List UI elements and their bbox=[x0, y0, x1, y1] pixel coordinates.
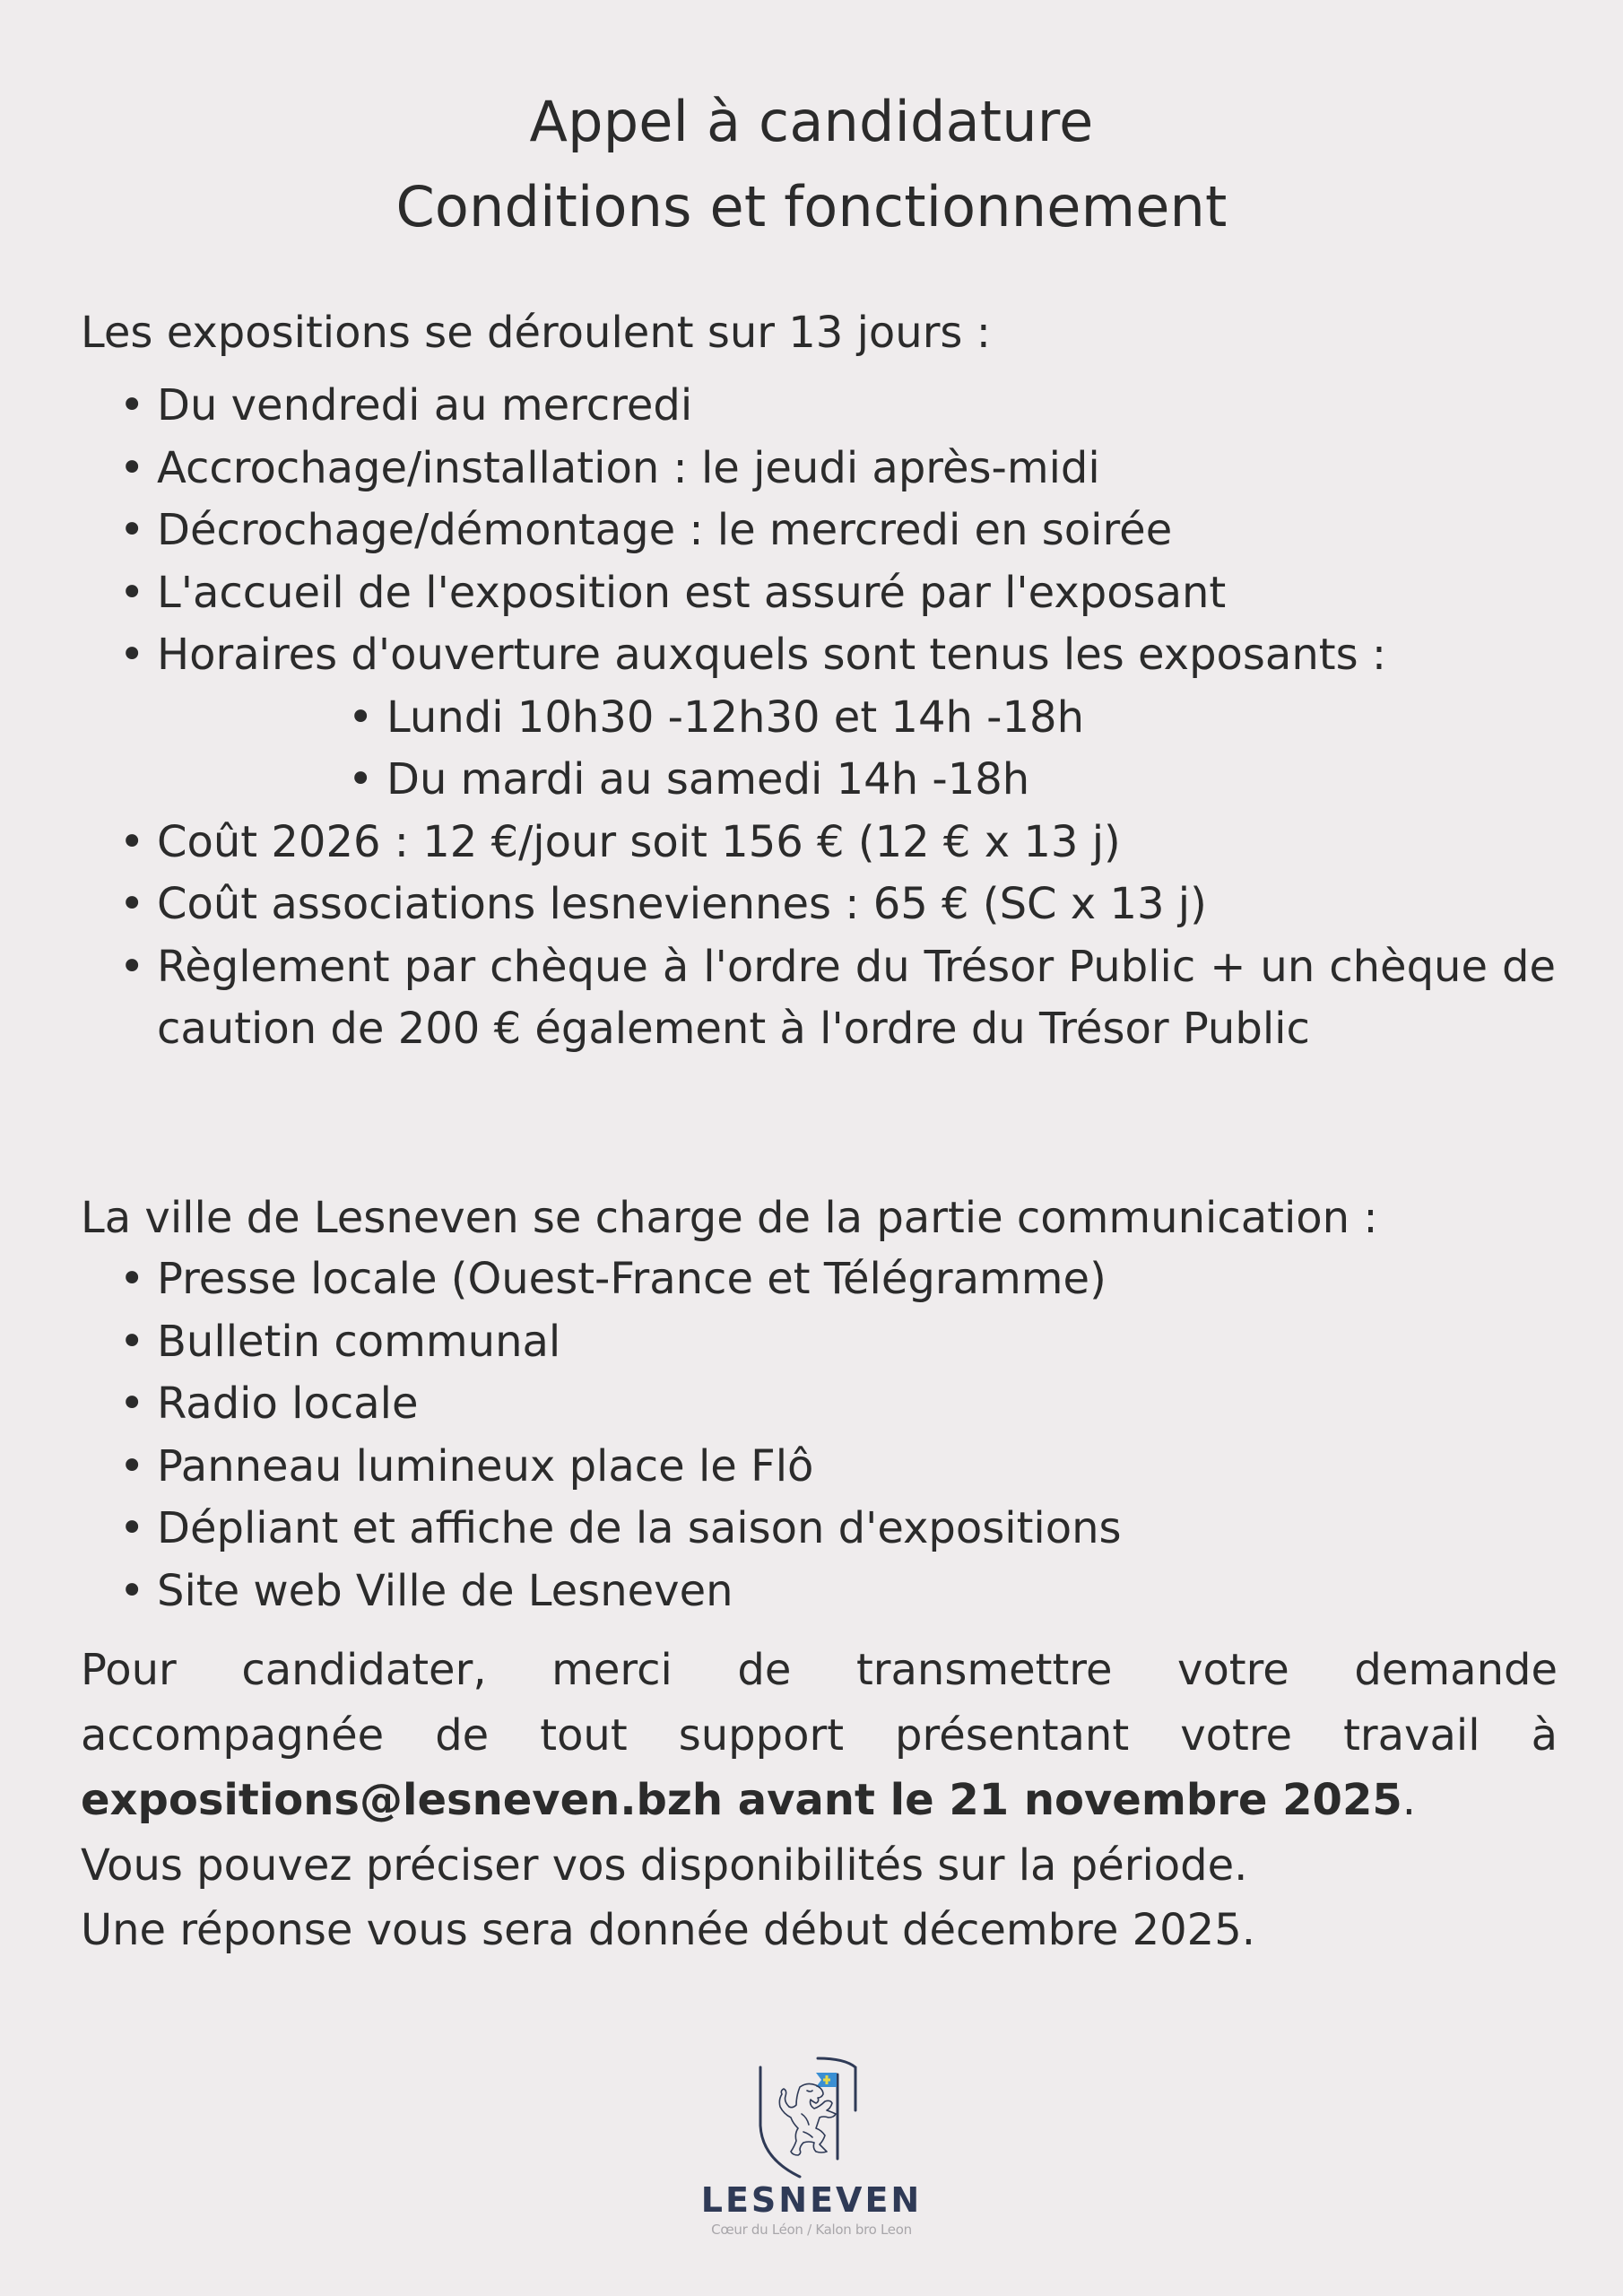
response-note: Une réponse vous sera donnée début décembre 2025. bbox=[81, 1905, 1256, 1955]
exhibition-duration-intro: Les expositions se déroulent sur 13 jours : bbox=[81, 308, 991, 358]
bullet-icon: • bbox=[119, 380, 145, 430]
sub-list-item bbox=[81, 687, 1556, 750]
list-item-text: Coût 2026 : 12 €/jour soit 156 € (12 € x 13 j) bbox=[157, 816, 1121, 867]
list-item bbox=[81, 1311, 1556, 1374]
application-email-link[interactable]: expositions@lesneven.bzh bbox=[81, 1775, 724, 1825]
list-item bbox=[81, 1373, 1556, 1436]
list-item bbox=[81, 1561, 1556, 1623]
application-instructions bbox=[81, 1638, 1558, 1833]
list-item bbox=[81, 1436, 1556, 1499]
list-item-text: Bulletin communal bbox=[157, 1316, 561, 1367]
exhibition-conditions-list bbox=[81, 375, 1556, 1061]
page-title bbox=[0, 79, 1623, 249]
sub-list-item-text: Du mardi au samedi 14h -18h bbox=[386, 754, 1030, 804]
list-item-text: Coût associations lesneviennes : 65 € (SC x 13 j) bbox=[157, 879, 1207, 929]
sub-list-item bbox=[81, 749, 1556, 812]
bullet-icon: • bbox=[119, 505, 145, 555]
bullet-icon: • bbox=[119, 567, 145, 618]
bullet-icon: • bbox=[119, 442, 145, 493]
list-item-text: Du vendredi au mercredi bbox=[157, 380, 693, 430]
logo-wordmark: LESNEVEN bbox=[700, 2180, 923, 2220]
list-item-text: Décrochage/démontage : le mercredi en soirée bbox=[157, 505, 1173, 555]
bullet-icon: • bbox=[119, 816, 145, 867]
list-item-text: Règlement par chèque à l'ordre du Trésor Public + un chèque de caution de 200 € également à l'ordre du Trésor Public bbox=[157, 941, 1556, 1054]
bullet-icon: • bbox=[119, 879, 145, 929]
communication-intro: La ville de Lesneven se charge de la partie communication : bbox=[81, 1193, 1378, 1243]
title-line-1: Appel à candidature bbox=[529, 89, 1094, 154]
list-item bbox=[81, 1498, 1556, 1561]
list-item bbox=[81, 624, 1556, 687]
bullet-icon: • bbox=[119, 941, 145, 992]
list-item bbox=[81, 812, 1556, 874]
bullet-icon: • bbox=[119, 630, 145, 680]
list-item bbox=[81, 562, 1556, 625]
bullet-icon: • bbox=[119, 1254, 145, 1304]
list-item bbox=[81, 375, 1556, 438]
bullet-icon: • bbox=[119, 1503, 145, 1553]
list-item-text: Dépliant et affiche de la saison d'expositions bbox=[157, 1503, 1122, 1553]
list-item-text: L'accueil de l'exposition est assuré par l'exposant bbox=[157, 567, 1227, 618]
list-item-text: Site web Ville de Lesneven bbox=[157, 1565, 733, 1616]
application-deadline: avant le 21 novembre 2025 bbox=[723, 1775, 1402, 1825]
list-item bbox=[81, 500, 1556, 562]
lesneven-logo bbox=[699, 2049, 924, 2247]
lesneven-lion-crest-icon bbox=[744, 2049, 879, 2179]
list-item-text: Radio locale bbox=[157, 1378, 419, 1429]
bullet-icon: • bbox=[119, 1378, 145, 1429]
communication-list bbox=[81, 1248, 1556, 1622]
list-item-text: Horaires d'ouverture auxquels sont tenus les exposants : bbox=[157, 630, 1387, 680]
list-item bbox=[81, 438, 1556, 500]
list-item bbox=[81, 936, 1556, 1061]
bullet-icon: • bbox=[119, 1565, 145, 1616]
bullet-icon: • bbox=[348, 754, 374, 804]
bullet-icon: • bbox=[119, 1440, 145, 1492]
application-period: . bbox=[1402, 1775, 1417, 1825]
sub-list-item-text: Lundi 10h30 -12h30 et 14h -18h bbox=[386, 691, 1084, 743]
title-line-2: Conditions et fonctionnement bbox=[395, 174, 1228, 239]
logo-tagline: Cœur du Léon / Kalon bro Leon bbox=[711, 2222, 912, 2238]
application-text: Pour candidater, merci de transmettre votre demande accompagnée de tout support présentant votre travail à bbox=[81, 1645, 1558, 1761]
list-item-text: Accrochage/installation : le jeudi après-midi bbox=[157, 442, 1100, 493]
list-item bbox=[81, 874, 1556, 936]
list-item-text: Presse locale (Ouest-France et Télégramme) bbox=[157, 1254, 1107, 1304]
bullet-icon: • bbox=[119, 1316, 145, 1367]
list-item-text: Panneau lumineux place le Flô bbox=[157, 1440, 814, 1492]
list-item bbox=[81, 1248, 1556, 1311]
bullet-icon: • bbox=[348, 691, 374, 743]
availability-note: Vous pouvez préciser vos disponibilités sur la période. bbox=[81, 1840, 1248, 1891]
